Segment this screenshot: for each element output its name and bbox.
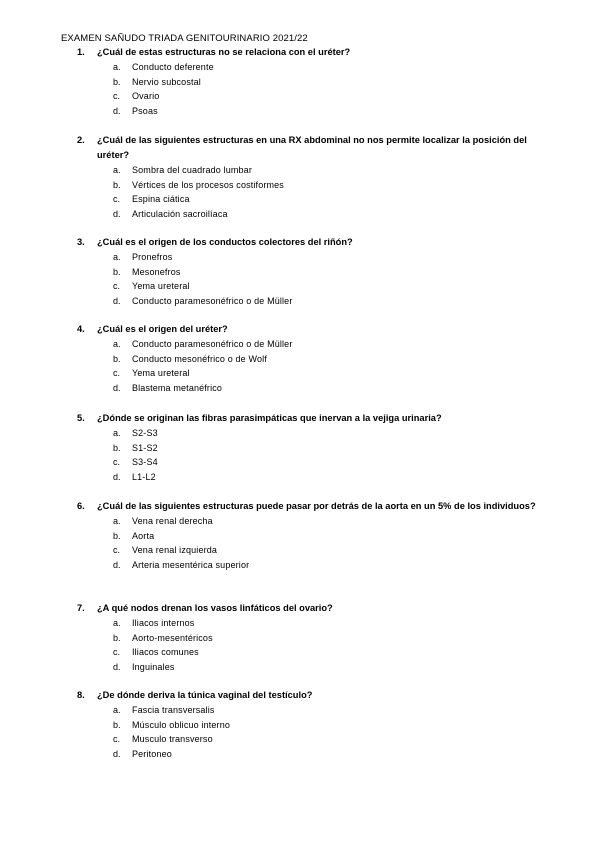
option-a <box>113 337 547 352</box>
option-list <box>77 616 547 675</box>
option-text: Articulación sacroilíaca <box>132 209 228 220</box>
option-letter: c. <box>113 734 121 745</box>
option-list <box>77 163 547 222</box>
question-1 <box>77 45 547 119</box>
option-c <box>113 732 547 747</box>
question-number: 4. <box>77 324 85 334</box>
option-list <box>77 703 547 762</box>
option-letter: c. <box>113 91 121 102</box>
question-number: 2. <box>77 135 85 145</box>
option-c <box>113 366 547 381</box>
option-text: Conducto paramesonéfrico o de Müller <box>132 296 293 307</box>
option-text: Aorta <box>132 530 155 541</box>
option-list <box>77 514 547 573</box>
question-number: 8. <box>77 690 85 700</box>
option-b <box>113 529 547 544</box>
option-letter: c. <box>113 545 121 556</box>
option-text: Vértices de los procesos costiformes <box>132 179 284 190</box>
option-c <box>113 192 547 207</box>
option-letter: d. <box>113 296 121 307</box>
option-b <box>113 718 547 733</box>
option-text: Aorto-mesentéricos <box>132 632 213 643</box>
option-letter: b. <box>113 632 121 643</box>
question-8 <box>77 688 547 762</box>
option-letter: a. <box>113 62 121 72</box>
exam-title: EXAMEN SAÑUDO TRIADA GENITOURINARIO 2021/22 <box>61 33 308 44</box>
option-text: S1-S2 <box>132 442 158 453</box>
question-text: ¿Dónde se originan las fibras parasimpáticas que inervan a la vejiga urinaria? <box>97 413 442 423</box>
option-letter: b. <box>113 442 121 453</box>
option-text: Musculo transverso <box>132 734 213 745</box>
question-text: ¿De dónde deriva la túnica vaginal del testículo? <box>97 690 313 700</box>
option-letter: d. <box>113 560 121 571</box>
option-text: Blastema metanéfrico <box>132 383 223 394</box>
option-a <box>113 703 547 718</box>
option-a <box>113 250 547 265</box>
option-d <box>113 470 547 485</box>
option-d <box>113 747 547 762</box>
question-number: 7. <box>77 603 85 613</box>
option-text: Yema ureteral <box>132 281 190 292</box>
option-letter: d. <box>113 106 121 117</box>
option-letter: c. <box>113 281 121 292</box>
question-text: ¿Cuál de estas estructuras no se relaciona con el uréter? <box>97 47 351 57</box>
option-text: Iliacos internos <box>132 618 195 628</box>
question-6 <box>77 499 547 573</box>
option-letter: b. <box>113 353 121 364</box>
option-letter: a. <box>113 618 121 628</box>
question-4 <box>77 322 547 396</box>
option-text: Iliacos comunes <box>132 647 199 658</box>
option-a <box>113 426 547 441</box>
question-number: 1. <box>77 47 85 57</box>
option-text: Espina ciática <box>132 194 190 205</box>
option-letter: c. <box>113 647 121 658</box>
option-c <box>113 645 547 660</box>
option-text: Psoas <box>132 106 158 117</box>
option-c <box>113 89 547 104</box>
option-letter: d. <box>113 472 121 483</box>
question-text: ¿Cuál es el origen del uréter? <box>97 324 228 334</box>
question-5 <box>77 411 547 485</box>
option-text: Arteria mesentérica superior <box>132 560 250 571</box>
option-text: Nervio subcostal <box>132 76 201 87</box>
option-a <box>113 60 547 75</box>
option-letter: b. <box>113 719 121 730</box>
option-d <box>113 207 547 222</box>
option-list <box>77 250 547 309</box>
question-7 <box>77 601 547 675</box>
option-d <box>113 104 547 119</box>
option-c <box>113 455 547 470</box>
option-list <box>77 426 547 485</box>
option-b <box>113 178 547 193</box>
option-letter: a. <box>113 252 121 262</box>
question-text: ¿A qué nodos drenan los vasos linfáticos del ovario? <box>97 603 333 613</box>
question-text: ¿Cuál de las siguientes estructuras puede pasar por detrás de la aorta en un 5% de los individuos? <box>97 501 536 511</box>
option-text: Mesonefros <box>132 266 181 277</box>
question-number: 6. <box>77 501 85 511</box>
option-b <box>113 352 547 367</box>
option-a <box>113 514 547 529</box>
option-d <box>113 558 547 573</box>
option-text: Yema ureteral <box>132 368 190 379</box>
option-text: Inguinales <box>132 662 175 673</box>
option-text: L1-L2 <box>132 472 156 483</box>
option-letter: b. <box>113 530 121 541</box>
option-text: Músculo oblicuo interno <box>132 719 231 730</box>
option-text: S3-S4 <box>132 457 158 468</box>
option-text: Sombra del cuadrado lumbar <box>132 165 252 175</box>
option-text: Conducto deferente <box>132 62 214 72</box>
option-letter: a. <box>113 705 121 715</box>
option-letter: a. <box>113 339 121 349</box>
option-a <box>113 163 547 178</box>
option-list <box>77 60 547 119</box>
option-letter: d. <box>113 383 121 394</box>
option-b <box>113 75 547 90</box>
option-letter: d. <box>113 749 121 760</box>
question-2 <box>77 133 547 222</box>
option-letter: a. <box>113 165 121 175</box>
option-text: Ovario <box>132 91 160 102</box>
option-d <box>113 294 547 309</box>
option-letter: a. <box>113 428 121 438</box>
question-number: 3. <box>77 237 85 247</box>
option-text: Conducto mesonéfrico o de Wolf <box>132 353 267 364</box>
option-letter: b. <box>113 76 121 87</box>
option-c <box>113 279 547 294</box>
option-b <box>113 265 547 280</box>
option-letter: c. <box>113 368 121 379</box>
question-3 <box>77 235 547 309</box>
option-text: Fascia transversalis <box>132 705 215 715</box>
option-b <box>113 441 547 456</box>
option-c <box>113 543 547 558</box>
option-letter: b. <box>113 266 121 277</box>
option-d <box>113 660 547 675</box>
option-letter: c. <box>113 457 121 468</box>
option-d <box>113 381 547 396</box>
option-text: Pronefros <box>132 252 173 262</box>
question-number: 5. <box>77 413 85 423</box>
option-text: S2-S3 <box>132 428 158 438</box>
option-b <box>113 631 547 646</box>
option-text: Vena renal izquierda <box>132 545 218 556</box>
option-letter: c. <box>113 194 121 205</box>
option-letter: a. <box>113 516 121 526</box>
option-letter: b. <box>113 179 121 190</box>
question-text: ¿Cuál de las siguientes estructuras en una RX abdominal no nos permite localizar la posición del uréter? <box>97 135 527 160</box>
option-text: Peritoneo <box>132 749 172 760</box>
option-letter: d. <box>113 209 121 220</box>
question-text: ¿Cuál es el origen de los conductos colectores del riñón? <box>97 237 353 247</box>
option-list <box>77 337 547 396</box>
option-letter: d. <box>113 662 121 673</box>
option-a <box>113 616 547 631</box>
option-text: Vena renal derecha <box>132 516 213 526</box>
option-text: Conducto paramesonéfrico o de Müller <box>132 339 293 349</box>
